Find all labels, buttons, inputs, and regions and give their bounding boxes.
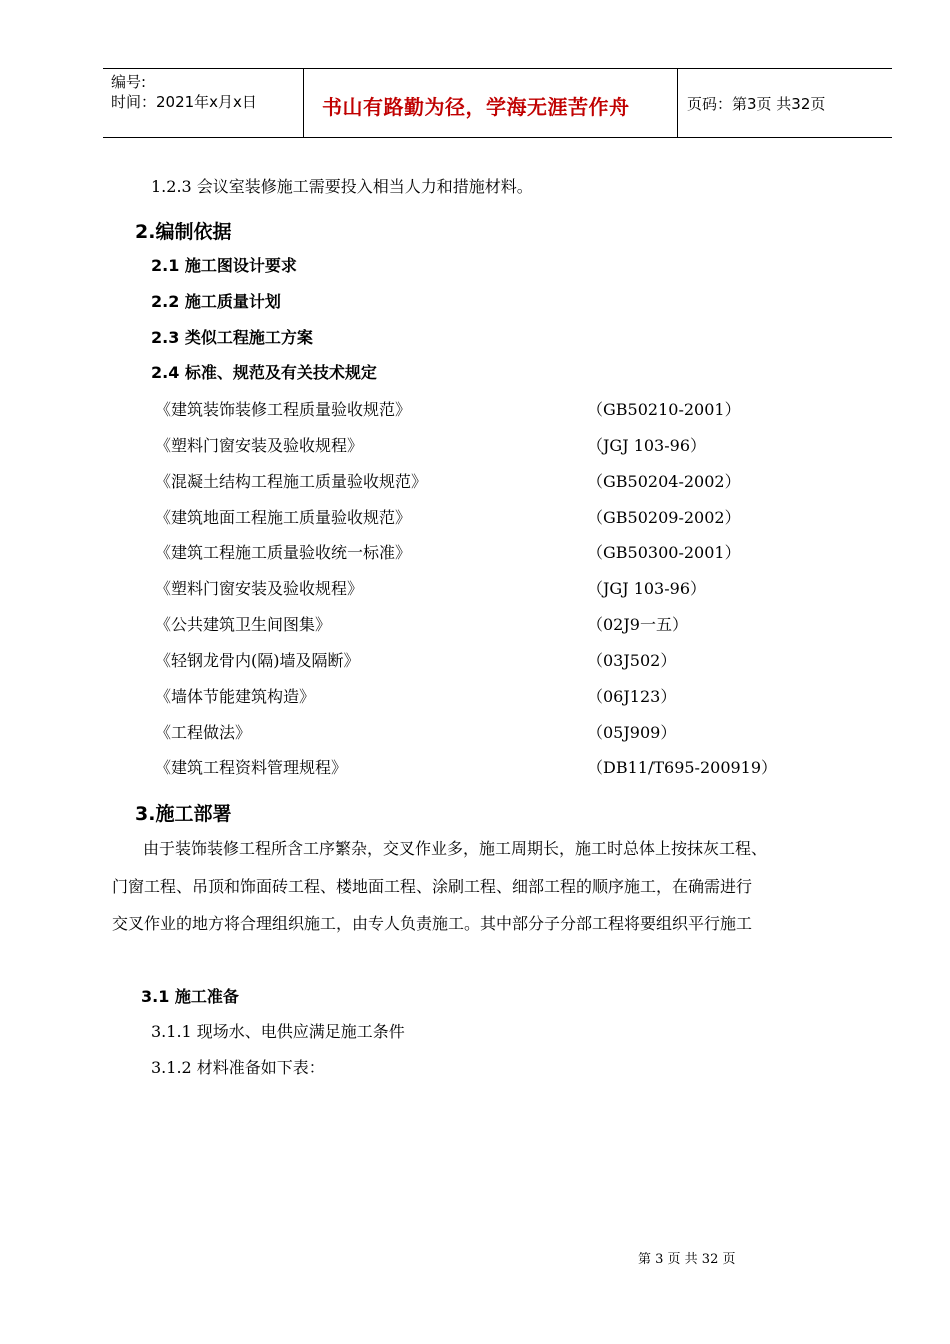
standard-code: （06J123） — [587, 687, 677, 706]
heading-3: 3.施工部署 — [135, 803, 232, 825]
standard-name: 《塑料门窗安装及验收规程》 — [155, 436, 364, 455]
standard-name: 《塑料门窗安装及验收规程》 — [155, 579, 364, 598]
standard-name: 《建筑工程施工质量验收统一标准》 — [155, 543, 412, 562]
standard-name: 《建筑地面工程施工质量验收规范》 — [155, 508, 412, 527]
paragraph-line: 门窗工程、吊顶和饰面砖工程、楼地面工程、涂刷工程、细部工程的顺序施工，在确需进行 — [112, 877, 753, 896]
document-number-label: 编号: — [111, 73, 147, 91]
heading-2-1: 2.1 施工图设计要求 — [151, 256, 297, 275]
standard-code: （02J9一五） — [587, 615, 688, 634]
standard-code: （05J909） — [587, 723, 677, 742]
standard-name: 《轻钢龙骨内(隔)墙及隔断》 — [155, 651, 360, 670]
standard-code: （GB50300-2001） — [587, 543, 741, 562]
standard-name: 《混凝土结构工程施工质量验收规范》 — [155, 472, 428, 491]
heading-2-3: 2.3 类似工程施工方案 — [151, 328, 313, 347]
paragraph-line: 由于装饰装修工程所含工序繁杂，交叉作业多，施工周期长，施工时总体上按抹灰工程、 — [143, 839, 768, 858]
item-3-1-2: 3.1.2 材料准备如下表： — [151, 1058, 325, 1077]
standard-name: 《建筑工程资料管理规程》 — [155, 758, 348, 777]
standard-name: 《建筑装饰装修工程质量验收规范》 — [155, 400, 412, 419]
standard-name: 《公共建筑卫生间图集》 — [155, 615, 332, 634]
heading-2-4: 2.4 标准、规范及有关技术规定 — [151, 363, 377, 382]
heading-3-1: 3.1 施工准备 — [141, 987, 239, 1006]
document-date-label: 时间：2021年x月x日 — [111, 93, 257, 111]
standard-code: （JGJ 103-96） — [587, 436, 707, 455]
page-header — [103, 68, 892, 138]
standard-code: （GB50204-2002） — [587, 472, 741, 491]
header-slogan: 书山有路勤为径，学海无涯苦作舟 — [322, 95, 630, 119]
standard-code: （JGJ 103-96） — [587, 579, 707, 598]
header-divider — [677, 69, 678, 137]
item-1-2-3: 1.2.3 会议室装修施工需要投入相当人力和措施材料。 — [151, 177, 533, 196]
standard-code: （GB50210-2001） — [587, 400, 741, 419]
standard-code: （GB50209-2002） — [587, 508, 741, 527]
item-3-1-1: 3.1.1 现场水、电供应满足施工条件 — [151, 1022, 405, 1041]
header-divider — [303, 69, 304, 137]
heading-2-2: 2.2 施工质量计划 — [151, 292, 281, 311]
footer-page-number: 第 3 页 共 32 页 — [638, 1252, 736, 1267]
standard-code: （DB11/T695-200919） — [587, 758, 778, 777]
paragraph-line: 交叉作业的地方将合理组织施工，由专人负责施工。其中部分子分部工程将要组织平行施工 — [112, 914, 753, 933]
standard-name: 《墙体节能建筑构造》 — [155, 687, 316, 706]
standard-name: 《工程做法》 — [155, 723, 252, 742]
standard-code: （03J502） — [587, 651, 677, 670]
header-page-label: 页码：第3页 共32页 — [687, 95, 826, 113]
heading-2: 2.编制依据 — [135, 221, 232, 243]
